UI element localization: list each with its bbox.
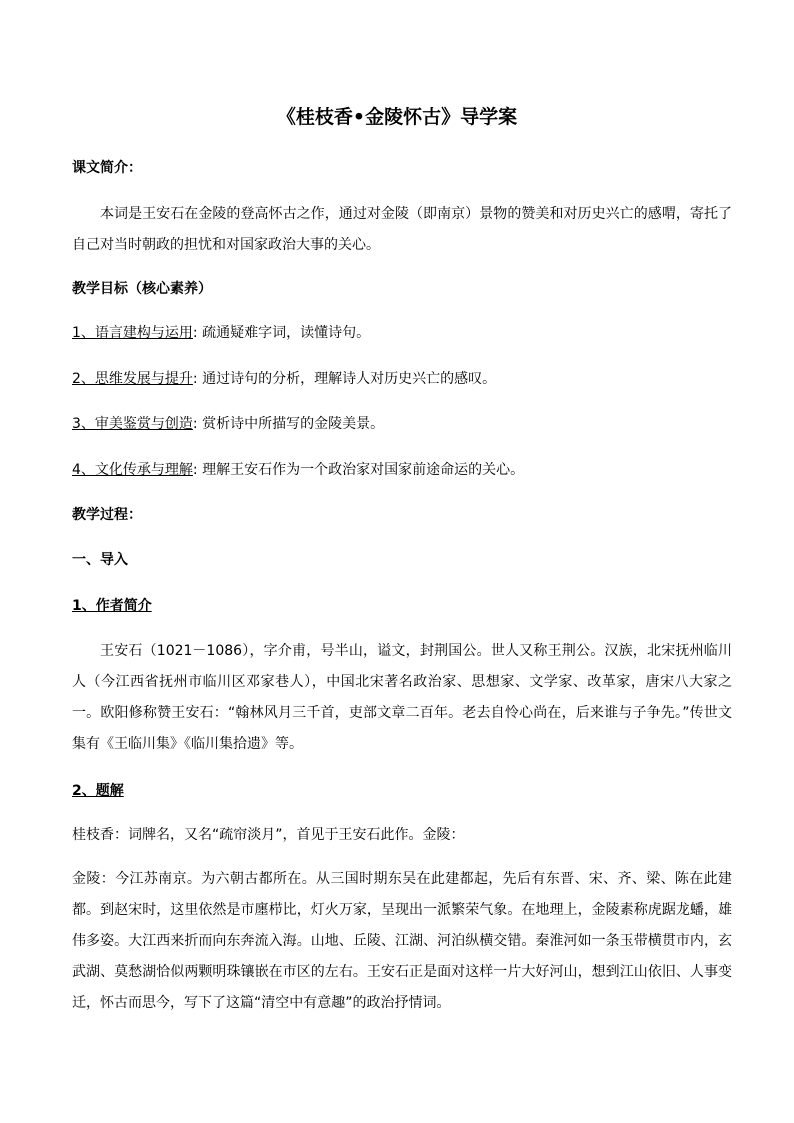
goal-label: 1、语言建构与运用 (72, 325, 193, 341)
goal-item-2 (72, 369, 496, 389)
goal-item-1 (72, 323, 370, 343)
goal-text: : 理解王安石作为一个政治家对国家前途命运的关心。 (192, 462, 525, 478)
goal-label: 4、文化传承与理解 (72, 462, 193, 478)
goal-label: 3、审美鉴赏与创造 (72, 416, 193, 432)
process-heading: 教学过程： (72, 507, 142, 523)
intro-paragraph: 本词是王安石在金陵的登高怀古之作，通过对金陵（即南京）景物的赞美和对历史兴亡的感喟，寄托了自己对当时朝政的担忧和对国家政治大事的关心。 (72, 206, 732, 253)
goal-text: : 赏析诗中所描写的金陵美景。 (192, 416, 385, 432)
goal-item-3 (72, 414, 384, 434)
goals-heading: 教学目标（核心素养） (72, 281, 212, 297)
author-heading: 1、作者简介 (72, 598, 152, 614)
jinling-paragraph: 金陵：今江苏南京。为六朝古都所在。从三国时期东吴在此建都起，先后有东晋、宋、齐、梁、陈在此建都。到赵宋时，这里依然是市廛栉比，灯火万家，呈现出一派繁荣气象。在地理上，金陵素称虎踞龙蟠，雄伟多姿。大江西来折而向东奔流入海。山地、丘陵、江湖、河泊纵横交错。秦淮河如一条玉带横贯市内，玄武湖、莫愁湖恰似两颗明珠镶嵌在市区的左右。王安石正是面对这样一片大好河山，想到江山依旧、人事变迁，怀古而思今，写下了这篇“清空中有意趣”的政治抒情词。 (72, 871, 732, 1011)
goal-text: : 疏通疑难字词，读懂诗句。 (192, 325, 371, 341)
goal-item-4 (72, 460, 524, 480)
title-explanation-heading: 2、题解 (72, 783, 124, 799)
guizhixiang-paragraph: 桂枝香：词牌名，又名“疏帘淡月”，首见于王安石此作。金陵： (72, 827, 465, 843)
goal-label: 2、思维发展与提升 (72, 371, 193, 387)
document-title: 《桂枝香•金陵怀古》导学案 (276, 106, 518, 128)
section-heading-intro: 一、导入 (72, 552, 128, 568)
goal-text: : 通过诗句的分析，理解诗人对历史兴亡的感叹。 (192, 371, 497, 387)
author-paragraph: 王安石（1021－1086），字介甫，号半山，谥文，封荆国公。世人又称王荆公。汉族，北宋抚州临川人（今江西省抚州市临川区邓家巷人），中国北宋著名政治家、思想家、文学家、改革家，唐宋八大家之一。欧阳修称赞王安石：“翰林风月三千首，吏部文章二百年。老去自怜心尚在，后来谁与子争先。”传世文集有《王临川集》《临川集拾遗》等。 (72, 643, 732, 752)
intro-heading: 课文简介： (72, 160, 142, 176)
